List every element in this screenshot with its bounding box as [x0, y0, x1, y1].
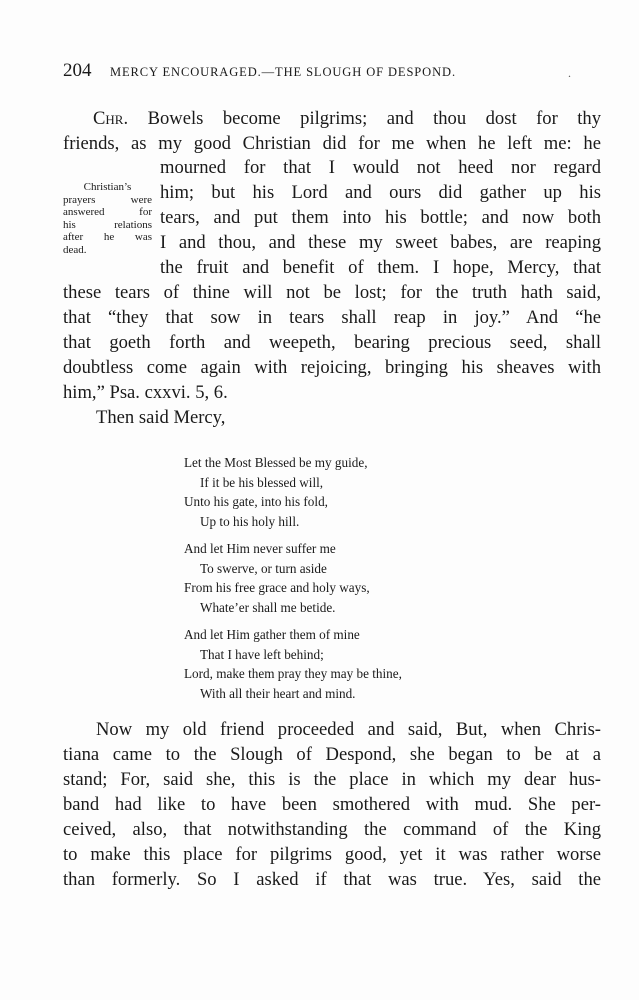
poem-line: Whate’er shall me betide.	[200, 599, 336, 615]
paragraph-3-line-3: stand; For, said she, this is the place in which my dear hus-	[63, 769, 601, 790]
paragraph-1-line-7: the fruit and benefit of them. I hope, Mercy, that	[160, 257, 601, 278]
margin-note-line: answered for	[63, 206, 152, 219]
paragraph-1-line-4: him; but his Lord and ours did gather up his	[160, 182, 601, 203]
poem-line: And let Him gather them of mine	[184, 627, 360, 642]
paragraph-1-line-8: these tears of thine will not be lost; for the truth hath said,	[63, 282, 601, 303]
poem-stanza-1	[184, 453, 368, 531]
paragraph-3-line-5: ceived, also, that notwithstanding the command of the King	[63, 819, 601, 840]
speaker-label: Chr.	[93, 108, 129, 129]
poem-line: Let the Most Blessed be my guide,	[184, 455, 368, 470]
paragraph-3-line-6: to make this place for pilgrims good, yet it was rather worse	[63, 844, 601, 865]
page-header	[63, 60, 603, 84]
paragraph-1-line-12: him,” Psa. cxxvi. 5, 6.	[63, 382, 228, 403]
margin-note-line: his relations	[63, 218, 152, 231]
poem-line: Lord, make them pray they may be thine,	[184, 666, 402, 681]
running-title: MERCY ENCOURAGED.—THE SLOUGH OF DESPOND.	[110, 65, 456, 79]
poem-line: With all their heart and mind.	[200, 685, 356, 701]
paragraph-3-line-4: band had like to have been smothered with mud. She per-	[63, 794, 601, 815]
poem-line: If it be his blessed will,	[200, 474, 324, 490]
paragraph-3-line-2: tiana came to the Slough of Despond, she began to be at a	[63, 744, 601, 765]
paragraph-1-line-2: friends, as my good Christian did for me when he left me: he	[63, 133, 601, 154]
paragraph-1-line-10: that goeth forth and weepeth, bearing precious seed, shall	[63, 332, 601, 353]
paragraph-3-line-7: than formerly. So I asked if that was true. Yes, said the	[63, 869, 601, 890]
stray-mark: .	[568, 66, 571, 80]
margin-note	[63, 181, 152, 257]
margin-note-line: Christian’s	[83, 181, 132, 193]
page-number: 204	[63, 60, 92, 81]
poem-line: And let Him never suffer me	[184, 541, 336, 556]
paragraph-1-line-3: mourned for that I would not heed nor regard	[160, 157, 601, 178]
paragraph-1-line-9: that “they that sow in tears shall reap in joy.” And “he	[63, 307, 601, 328]
poem-line: From his free grace and holy ways,	[184, 580, 370, 595]
poem-line: That I have left behind;	[200, 646, 324, 662]
poem-stanza-2	[184, 539, 370, 617]
poem-line: Unto his gate, into his fold,	[184, 494, 328, 509]
margin-note-line: prayers were	[63, 193, 152, 206]
paragraph-1-line-1: Chr. Bowels become pilgrims; and thou dost for thy	[93, 108, 602, 129]
margin-note-line: dead.	[63, 243, 87, 256]
poem-line: Up to his holy hill.	[200, 513, 300, 529]
poem-stanza-3	[184, 625, 402, 703]
paragraph-3-line-1: Now my old friend proceeded and said, But, when Chris-	[96, 719, 601, 740]
paragraph-1-line-6: I and thou, and these my sweet babes, are reaping	[160, 232, 601, 253]
poem-line: To swerve, or turn aside	[200, 560, 327, 576]
paragraph-1-line-5: tears, and put them into his bottle; and now both	[160, 207, 601, 228]
margin-note-line: after he was	[63, 231, 152, 244]
paragraph-2: Then said Mercy,	[96, 407, 226, 428]
paragraph-1-line-11: doubtless come again with rejoicing, bringing his sheaves with	[63, 357, 601, 378]
